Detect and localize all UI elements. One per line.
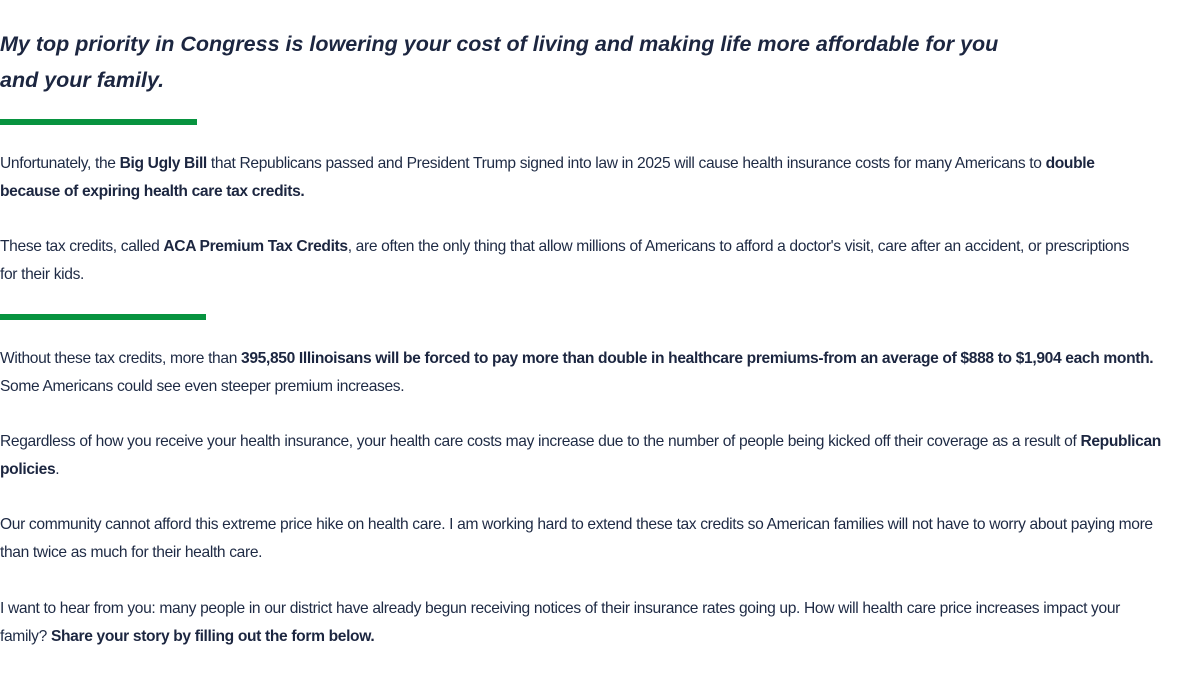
paragraph <box>0 428 1170 484</box>
text-segment: I want to hear from you: many people in our district have already begun receiving notices of their insurance rates going up. How will health care price increases impact your family? <box>0 600 1120 645</box>
paragraph <box>0 345 1170 401</box>
text-segment: Unfortunately, the <box>0 155 120 172</box>
bold-text: double because of expiring health care tax credits. <box>0 155 1095 200</box>
bold-text: 395,850 Illinoisans will be forced to pay more than double in healthcare premiums-from an average of $888 to $1,904 each month. <box>241 350 1154 367</box>
bold-text: Big Ugly Bill <box>119 155 207 172</box>
paragraph <box>0 511 1170 567</box>
bold-text: Republican policies <box>0 433 1161 478</box>
text-segment: These tax credits, called <box>0 238 164 255</box>
green-divider <box>0 314 206 320</box>
text-segment: Regardless of how you receive your health insurance, your health care costs may increase due to the number of people being kicked off their coverage as a result of <box>0 433 1081 450</box>
paragraph <box>0 233 1150 289</box>
text-segment: , are often the only thing that allow millions of Americans to afford a doctor's visit, care after an accident, or prescriptions for their kids. <box>0 238 1130 283</box>
text-segment: Without these tax credits, more than <box>0 350 241 367</box>
paragraph <box>0 595 1150 651</box>
text-segment: Some Americans could see even steeper premium increases. <box>0 378 405 395</box>
bold-text: Share your story by filling out the form below. <box>50 628 375 645</box>
headline: My top priority in Congress is lowering your cost of living and making life more affordable for you and your family. <box>0 32 999 92</box>
green-divider <box>0 119 197 125</box>
text-segment: . <box>55 461 60 478</box>
text-segment: Our community cannot afford this extreme price hike on health care. I am working hard to extend these tax credits so American families will not have to worry about paying more than twice as much for their health care. <box>0 516 1153 561</box>
paragraph <box>0 150 1150 206</box>
bold-text: ACA Premium Tax Credits <box>163 238 348 255</box>
text-segment: that Republicans passed and President Trump signed into law in 2025 will cause health insurance costs for many Americans to <box>206 155 1046 172</box>
